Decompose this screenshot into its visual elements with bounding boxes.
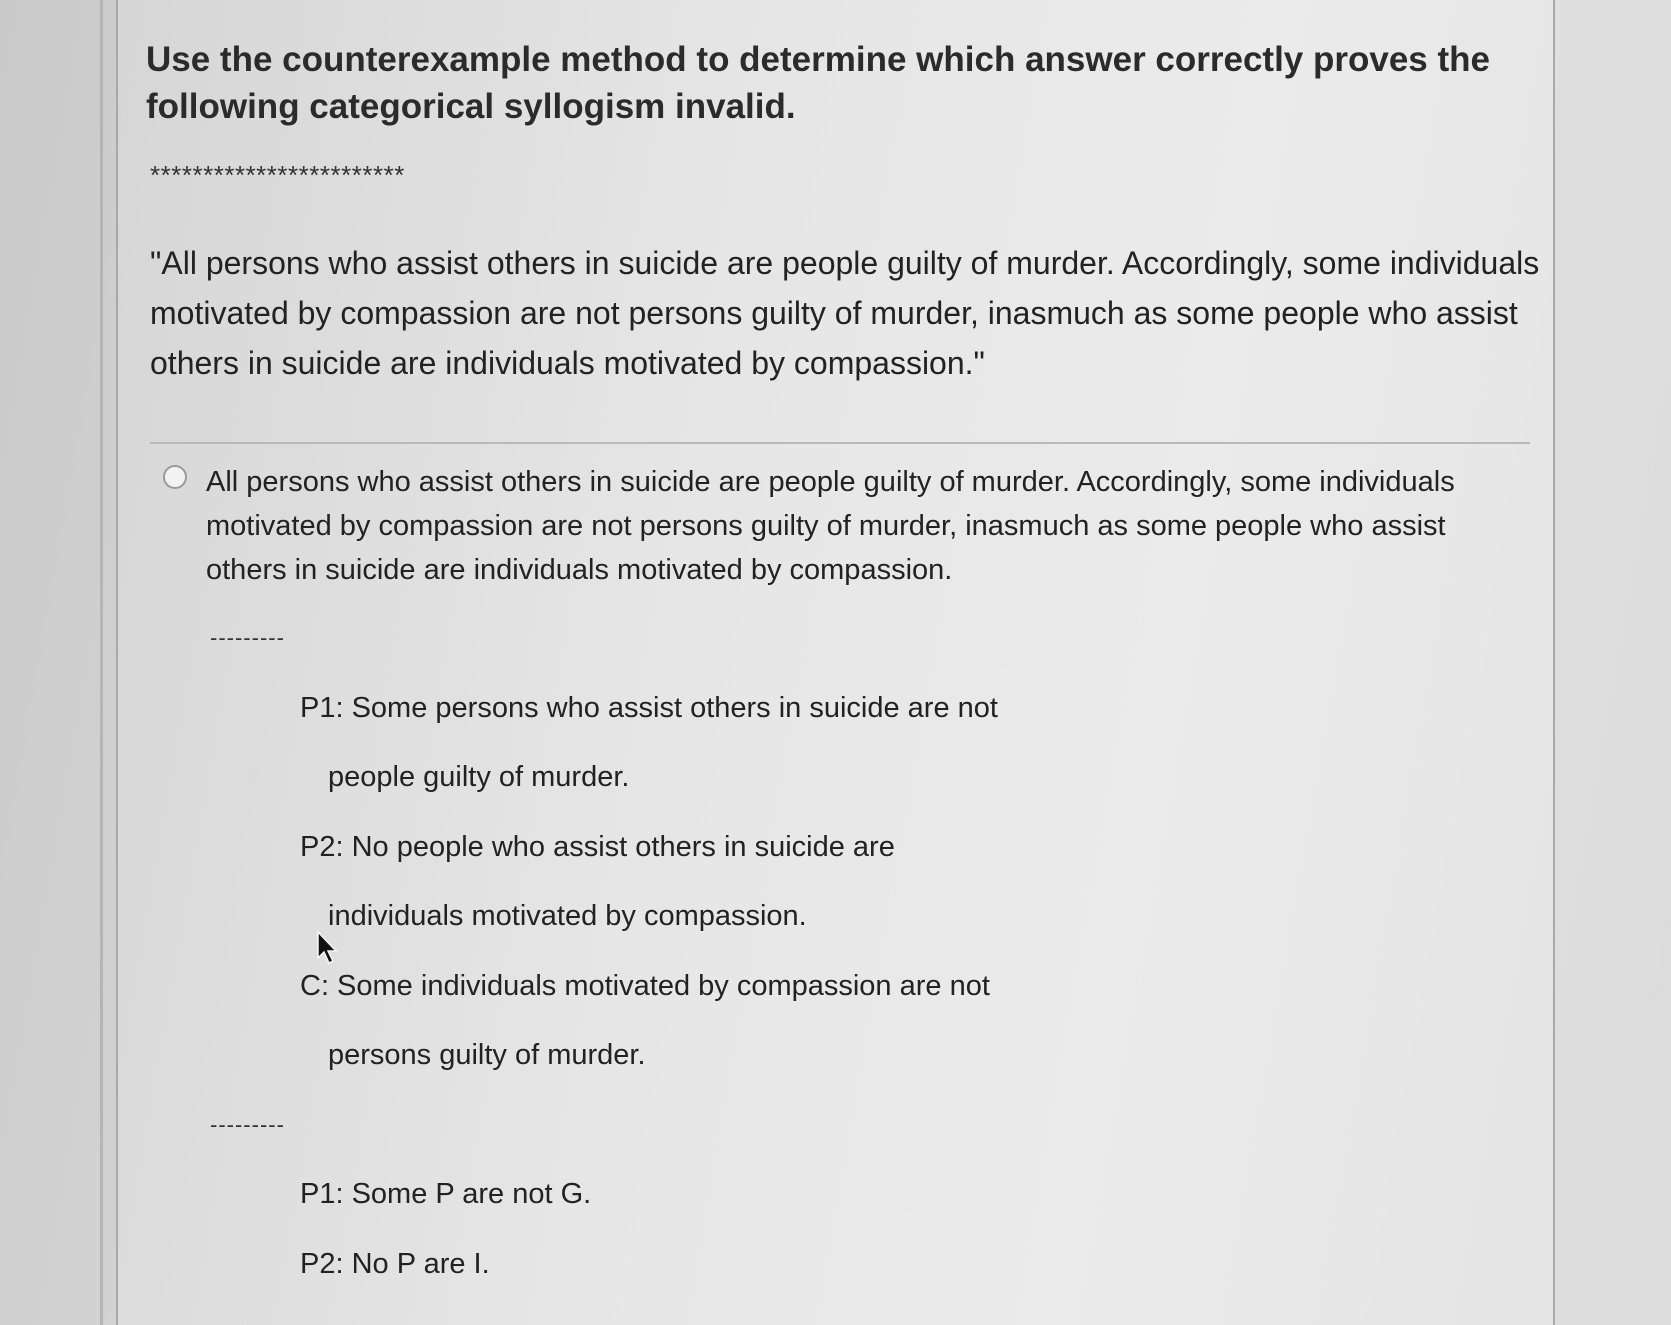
mouse-cursor-icon (316, 930, 340, 966)
answer-option-text[interactable]: All persons who assist others in suicide are people guilty of murder. Accordingly, some individuals motivated by compassion are not persons guilty of murder, inasmuch as some people who assist others in suicide are individuals motivated by compassion. (206, 466, 1455, 586)
symbolic-premise-2: P2: No P are I. (300, 1248, 490, 1280)
question-card (116, 0, 1555, 1325)
dash-separator: --------- (210, 1112, 285, 1137)
page-edge (100, 0, 103, 1325)
conclusion-line-1: C: Some individuals motivated by compassion are not (300, 970, 990, 1002)
question-title: Use the counterexample method to determine which answer correctly proves the following categorical syllogism invalid. (146, 40, 1490, 126)
divider (150, 442, 1530, 444)
symbolic-premise-1: P1: Some P are not G. (300, 1178, 592, 1210)
dash-separator: --------- (210, 625, 285, 650)
premise-2-line-2: individuals motivated by compassion. (328, 900, 807, 932)
conclusion-line-2: persons guilty of murder. (328, 1039, 646, 1071)
premise-1-line-1: P1: Some persons who assist others in suicide are not (300, 692, 998, 724)
answer-radio-button[interactable] (163, 465, 187, 489)
premise-1-line-2: people guilty of murder. (328, 761, 630, 793)
premise-2-line-1: P2: No people who assist others in suicide are (300, 831, 895, 863)
asterisk-separator: ************************ (150, 160, 405, 190)
argument-text: "All persons who assist others in suicide are people guilty of murder. Accordingly, some individuals motivated by compassion are not persons guilty of murder, inasmuch as some people who assist others in suicide are individuals motivated by compassion." (150, 245, 1540, 381)
